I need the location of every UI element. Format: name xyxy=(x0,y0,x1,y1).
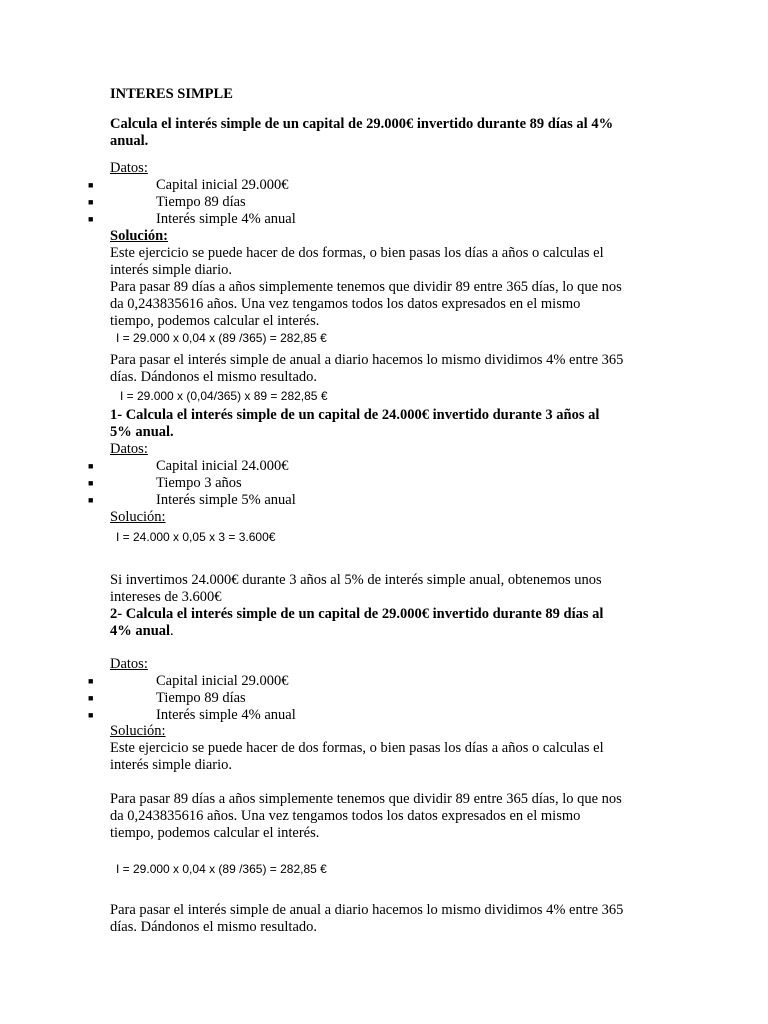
problem1-conclusion-line2: intereses de 3.600€ xyxy=(110,589,222,605)
problem2-p2-line1: Para pasar 89 días a años simplemente tenemos que dividir 89 entre 365 días, lo que nos xyxy=(110,791,622,807)
intro-problem-line2: anual. xyxy=(110,133,149,149)
problem2-formula: I = 29.000 x 0,04 x (89 /365) = 282,85 € xyxy=(116,862,327,876)
problem1-formula: I = 24.000 x 0,05 x 3 = 3.600€ xyxy=(116,530,276,544)
intro-solution-p3-line2: días. Dándonos el mismo resultado. xyxy=(110,369,318,385)
intro-solution-label: Solución: xyxy=(110,228,169,244)
bullet-icon: ■ xyxy=(88,710,94,720)
bullet-icon: ■ xyxy=(88,676,94,686)
problem2-p1-line2: interés simple diario. xyxy=(110,757,233,773)
intro-datos-item-2: Tiempo 89 días xyxy=(156,194,246,210)
problem2-datos-item-2: Tiempo 89 días xyxy=(156,690,246,706)
intro-solution-p2-line2: da 0,243835616 años. Una vez tengamos todos los datos expresados en el mismo xyxy=(110,296,581,312)
problem2-line2 xyxy=(110,623,174,640)
problem2-p1-line1: Este ejercicio se puede hacer de dos formas, o bien pasas los días a años o calculas el xyxy=(110,740,604,756)
intro-solution-p2-line3: tiempo, podemos calcular el interés. xyxy=(110,313,320,329)
problem1-solution-label: Solución: xyxy=(110,509,166,525)
problem2-p3-line2: días. Dándonos el mismo resultado. xyxy=(110,919,318,935)
intro-formula-1: I = 29.000 x 0,04 x (89 /365) = 282,85 € xyxy=(116,331,327,345)
problem2-p3-line1: Para pasar el interés simple de anual a diario hacemos lo mismo dividimos 4% entre 365 xyxy=(110,902,624,918)
intro-problem-line1: Calcula el interés simple de un capital de 29.000€ invertido durante 89 días al 4% xyxy=(110,116,614,132)
problem2-datos-item-1: Capital inicial 29.000€ xyxy=(156,673,289,689)
intro-solution-p2-line1: Para pasar 89 días a años simplemente tenemos que dividir 89 entre 365 días, lo que nos xyxy=(110,279,622,295)
bullet-icon: ■ xyxy=(88,495,94,505)
problem2-datos-item-3: Interés simple 4% anual xyxy=(156,707,296,723)
bullet-icon: ■ xyxy=(88,214,94,224)
problem2-line2-bold: 4% anual xyxy=(110,623,171,639)
intro-datos-item-1: Capital inicial 29.000€ xyxy=(156,177,289,193)
problem2-p2-line2: da 0,243835616 años. Una vez tengamos todos los datos expresados en el mismo xyxy=(110,808,581,824)
bullet-icon: ■ xyxy=(88,461,94,471)
problem2-p2-line3: tiempo, podemos calcular el interés. xyxy=(110,825,320,841)
intro-datos-label: Datos: xyxy=(110,160,148,176)
bullet-icon: ■ xyxy=(88,478,94,488)
problem1-datos-item-1: Capital inicial 24.000€ xyxy=(156,458,289,474)
problem1-datos-label: Datos: xyxy=(110,441,148,457)
problem2-solution-label: Solución: xyxy=(110,723,166,739)
bullet-icon: ■ xyxy=(88,693,94,703)
intro-solution-p3-line1: Para pasar el interés simple de anual a diario hacemos lo mismo dividimos 4% entre 365 xyxy=(110,352,624,368)
intro-solution-p1-line2: interés simple diario. xyxy=(110,262,233,278)
document-title: INTERES SIMPLE xyxy=(110,86,233,102)
problem1-conclusion-line1: Si invertimos 24.000€ durante 3 años al 5% de interés simple anual, obtenemos unos xyxy=(110,572,602,588)
bullet-icon: ■ xyxy=(88,197,94,207)
problem1-datos-item-3: Interés simple 5% anual xyxy=(156,492,296,508)
problem2-line1: 2- Calcula el interés simple de un capital de 29.000€ invertido durante 89 días al xyxy=(110,606,604,622)
intro-datos-item-3: Interés simple 4% anual xyxy=(156,211,296,227)
problem2-datos-label: Datos: xyxy=(110,656,148,672)
intro-formula-2: I = 29.000 x (0,04/365) x 89 = 282,85 € xyxy=(120,389,328,403)
intro-solution-p1-line1: Este ejercicio se puede hacer de dos formas, o bien pasas los días a años o calculas el xyxy=(110,245,604,261)
problem1-line1: 1- Calcula el interés simple de un capital de 24.000€ invertido durante 3 años al xyxy=(110,407,600,423)
problem1-datos-item-2: Tiempo 3 años xyxy=(156,475,242,491)
problem2-line2-period: . xyxy=(170,623,174,639)
bullet-icon: ■ xyxy=(88,180,94,190)
problem1-line2: 5% anual. xyxy=(110,424,174,440)
